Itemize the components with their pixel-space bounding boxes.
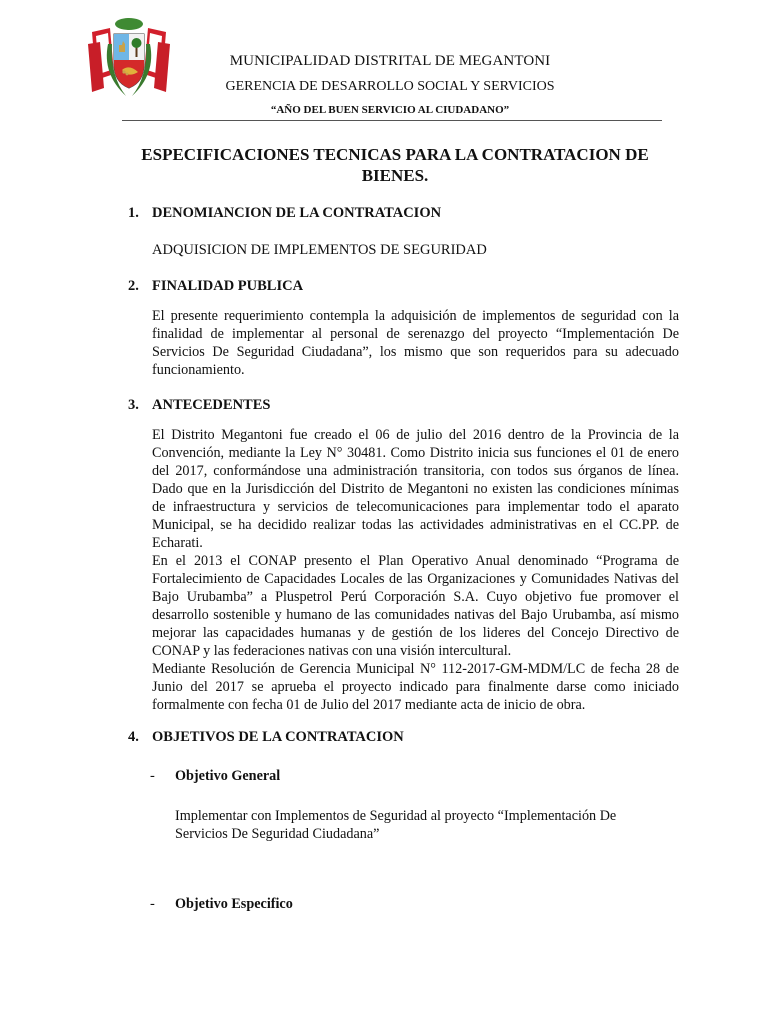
header-divider <box>122 120 662 121</box>
header-year-motto: “AÑO DEL BUEN SERVICIO AL CIUDADANO” <box>270 104 510 116</box>
objective-specific-bullet: - <box>150 896 155 912</box>
header-department: GERENCIA DE DESARROLLO SOCIAL Y SERVICIOS <box>225 79 555 94</box>
section-3-heading: ANTECEDENTES <box>152 397 271 413</box>
section-1-heading: DENOMIANCION DE LA CONTRATACION <box>152 205 442 221</box>
objective-general-text: Implementar con Implementos de Seguridad al proyecto “Implementación De Servicios De Seguridad Ciudadana” <box>175 808 617 842</box>
objective-general-bullet: - <box>150 768 155 784</box>
section-3-body <box>152 426 679 714</box>
coat-of-arms-logo <box>86 14 172 104</box>
section-3-paragraph-3: Mediante Resolución de Gerencia Municipal N° 112-2017-GM-MDM/LC de fecha 28 de Junio del 2017 se aprueba el proyecto indicado para finalmente darse como iniciado formalmente con fecha 01 de Julio del 2017 mediante acta de inicio de obra. <box>152 661 679 713</box>
title-line-2: BIENES. <box>361 166 429 185</box>
section-2-heading: FINALIDAD PUBLICA <box>152 278 304 294</box>
section-1-number: 1. <box>128 205 139 221</box>
section-3-paragraph-2: En el 2013 el CONAP presento el Plan Operativo Anual denominado “Programa de Fortalecimiento de Capacidades Locales de las Organizaciones y Comunidades Nativas del Bajo Urubamba” a Pluspetrol Perú Corporación S.A. Cuyo objetivo fue promover el desarrollo sostenible y humano de las comunidades nativas del Bajo Urubamba, así mismo mejorar las capacidades humanas y de gestión de los lideres del Concejo Directivo de CONAP y las federaciones nativas con una visión intercultural. <box>152 553 679 659</box>
objective-general-label: Objetivo General <box>175 768 281 784</box>
document-title <box>110 144 680 186</box>
section-3-paragraph-1: El Distrito Megantoni fue creado el 06 de julio del 2016 dentro de la Provincia de la Convención, mediante la Ley N° 30481. Como Distrito inicia sus funciones el 01 de enero del 2017, conformándose una administración transitoria, con todos sus órganos de línea. Dado que en la Jurisdicción del Distrito de Megantoni no existen las condiciones mínimas de infraestructura y servicios de telecomunicaciones para implementar todo el aparato Municipal, se ha decidido realizar todas las actividades administrativas en el CC.PP. de Echarati. <box>152 427 679 551</box>
title-line-1: ESPECIFICACIONES TECNICAS PARA LA CONTRATACION DE <box>141 145 649 164</box>
section-4-heading: OBJETIVOS DE LA CONTRATACION <box>152 729 404 745</box>
section-4-number: 4. <box>128 729 139 745</box>
section-2-paragraph: El presente requerimiento contempla la adquisición de implementos de seguridad con la finalidad de implementar al personal de serenazgo del proyecto “Implementación De Servicios De Seguridad Ciudadana”, los mismo que son requeridos para su adecuado funcionamiento. <box>152 308 679 378</box>
section-1-text: ADQUISICION DE IMPLEMENTOS DE SEGURIDAD <box>152 242 487 258</box>
section-2-number: 2. <box>128 278 139 294</box>
section-3-number: 3. <box>128 397 139 413</box>
header-municipality: MUNICIPALIDAD DISTRITAL DE MEGANTONI <box>229 53 551 69</box>
objective-specific-label: Objetivo Especifico <box>175 896 293 912</box>
